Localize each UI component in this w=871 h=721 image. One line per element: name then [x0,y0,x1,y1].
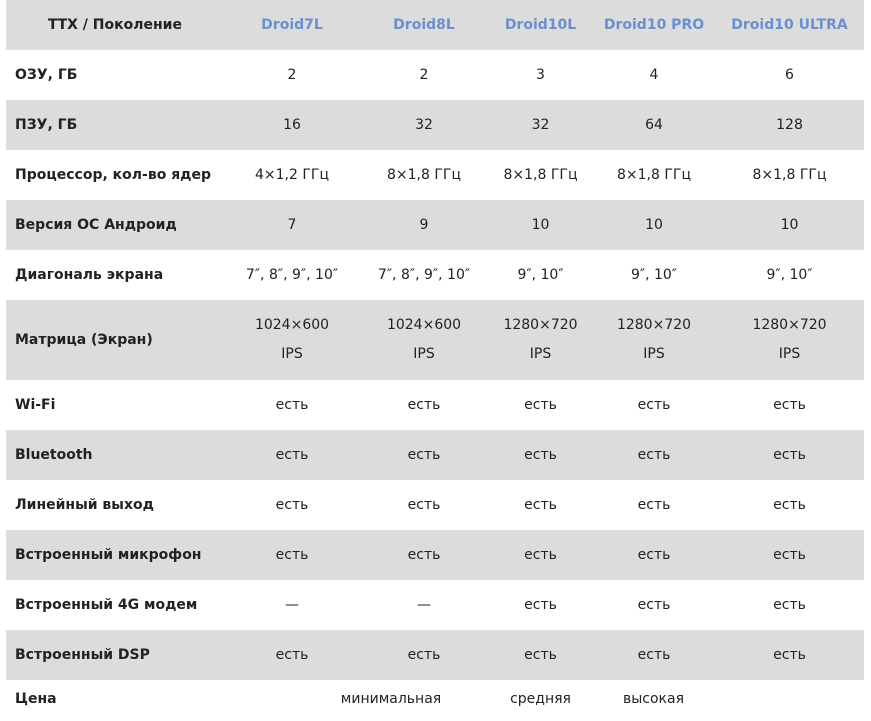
model-header-droid8l: Droid8L [360,0,488,50]
cell-value: 32 [360,100,488,150]
row-label: Встроенный 4G модем [15,597,198,613]
resolution-value: 1024×600 [386,317,462,333]
table-row [6,100,864,150]
row-label: ПЗУ, ГБ [6,100,224,150]
cell-value: есть [488,530,593,580]
cell-value: есть [593,530,715,580]
price-level-mid: средняя [510,690,571,707]
price-level-high: высокая [622,690,685,707]
table-header-row [6,0,864,50]
cell-value: 9 [360,200,488,250]
cell-value: — [285,597,299,613]
cell-value [360,300,488,380]
model-header-droid10l: Droid10L [488,0,593,50]
cell-value: 8×1,8 ГГц [617,167,691,183]
cell-value [593,300,715,380]
matrix-type-value: IPS [413,346,435,362]
table-row [6,530,864,580]
cell-value: есть [593,630,715,680]
cell-value: есть [715,530,864,580]
resolution-value: 1280×720 [503,317,578,333]
cell-value: есть [773,497,806,513]
cell-value: есть [360,530,488,580]
resolution-value: 1280×720 [616,317,692,333]
cell-value: 3 [536,67,545,83]
row-label: Линейный выход [15,497,154,513]
cell-value: есть [224,530,360,580]
cell-value: 8×1,8 ГГц [503,167,578,183]
cell-value: 9″, 10″ [630,267,678,283]
cell-value: 8×1,8 ГГц [752,167,827,183]
cell-value: есть [715,430,864,480]
row-label: Версия ОС Андроид [6,200,224,250]
resolution-value: 1024×600 [254,317,330,333]
table-row [6,250,864,300]
cell-value: 7″, 8″, 9″, 10″ [245,267,339,283]
cell-value: есть [224,430,360,480]
cell-value: 16 [224,100,360,150]
table-row [6,150,864,200]
table-row [6,380,864,430]
table-row [6,300,864,380]
cell-value: есть [524,597,557,613]
cell-value: есть [593,430,715,480]
cell-value: 10 [593,200,715,250]
table-row [6,50,864,100]
table-row [6,200,864,250]
row-label: ОЗУ, ГБ [15,67,78,83]
cell-value: есть [407,397,441,413]
specs-table [6,0,864,717]
cell-value: 9″, 10″ [517,267,564,283]
cell-value: есть [637,597,671,613]
model-header-droid10-ultra: Droid10 ULTRA [715,0,864,50]
cell-value: 7″, 8″, 9″, 10″ [377,267,471,283]
cell-value: 4 [649,67,659,83]
matrix-type-value: IPS [778,346,801,362]
cell-value: есть [488,630,593,680]
cell-value [715,300,864,380]
table-row [6,430,864,480]
row-label: Процессор, кол-во ядер [15,167,212,183]
matrix-type-value: IPS [281,346,303,362]
cell-value: 10 [715,200,864,250]
cell-value: 9″, 10″ [766,267,813,283]
cell-value [488,300,593,380]
cell-value: 32 [488,100,593,150]
cell-value: — [417,597,431,613]
cell-value [224,300,360,380]
cell-value: есть [407,497,441,513]
cell-value: есть [715,630,864,680]
matrix-type-value: IPS [529,346,552,362]
resolution-value: 1280×720 [752,317,827,333]
cell-value: есть [773,397,806,413]
row-label: Встроенный DSP [6,630,224,680]
row-label: Диагональ экрана [15,267,164,283]
cell-value: есть [773,597,806,613]
row-label: Wi-Fi [15,397,56,413]
cell-value: есть [488,430,593,480]
cell-value: есть [637,397,671,413]
cell-value: 8×1,8 ГГц [387,167,461,183]
cell-value: 6 [785,67,794,83]
row-label: Встроенный микрофон [6,530,224,580]
row-label: Bluetooth [6,430,224,480]
table-row [6,480,864,530]
cell-value: есть [275,397,309,413]
cell-value: есть [524,397,557,413]
cell-value: есть [360,630,488,680]
cell-value: есть [360,430,488,480]
cell-value: 2 [287,67,297,83]
cell-value: есть [224,630,360,680]
cell-value: 4×1,2 ГГц [255,167,329,183]
cell-value: 7 [224,200,360,250]
cell-value: 64 [593,100,715,150]
model-header-droid10-pro: Droid10 PRO [593,0,715,50]
row-label: Матрица (Экран) [6,300,224,380]
header-label: ТТХ / Поколение [6,0,224,50]
cell-value: 10 [488,200,593,250]
price-level-low: минимальная [340,690,442,707]
cell-value: есть [275,497,309,513]
matrix-type-value: IPS [643,346,665,362]
table-row [6,630,864,680]
table-row [6,580,864,630]
cell-value: есть [524,497,557,513]
price-row [6,680,864,717]
cell-value: есть [637,497,671,513]
price-label: Цена [15,690,57,707]
cell-value: 2 [419,67,429,83]
cell-value: 128 [715,100,864,150]
model-header-droid7l: Droid7L [224,0,360,50]
